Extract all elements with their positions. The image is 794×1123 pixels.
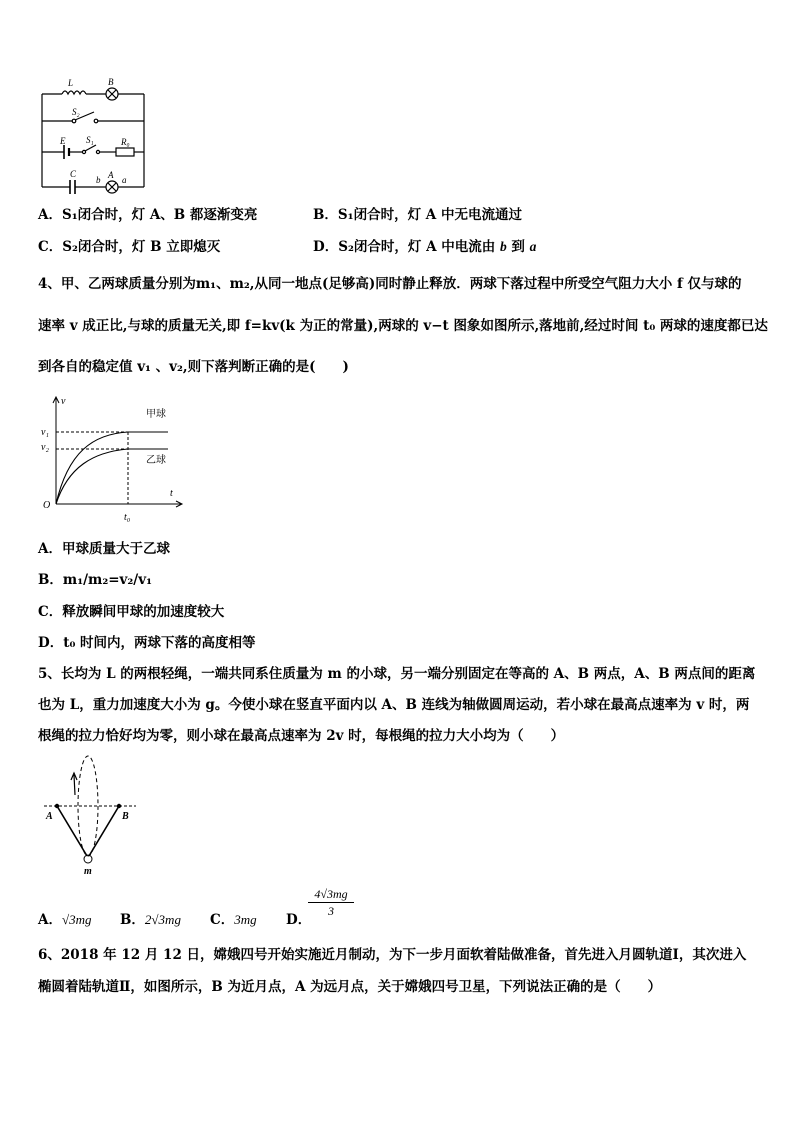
axis-t-label: t [170,488,173,499]
label-C: C [70,169,77,179]
label-E: E [60,136,66,146]
q5-option-b: B．2√3mg [120,912,181,928]
origin-label: O [43,500,51,511]
circuit-diagram [36,74,152,194]
q3-option-b: B．S₁闭合时，灯 A 中无电流通过 [313,207,522,223]
q3-option-d: D．S₂闭合时，灯 A 中电流由 b 到 a [313,239,537,255]
series-jia-label: 甲球 [146,409,166,420]
q4-stem-line1: 4、甲、乙两球质量分别为m₁、m₂,从同一地点(足够高)同时静止释放．两球下落过程中所受空气阻力大小 f 仅与球的 [38,276,742,292]
vt-graph [38,392,188,527]
label-a: a [122,175,127,185]
rope-ball-figure [40,755,140,875]
q5-option-d-label: D． [286,912,312,928]
q6-stem-line1: 6、2018 年 12 月 12 日，嫦娥四号开始实施近月制动，为下一步月面软着陆做准备，首先进入月圆轨道Ⅰ，其次进入 [38,947,747,963]
fraction-numerator: 4√3mg [308,886,354,903]
label-S1: S₁ [86,135,94,145]
point-a-label: A [46,811,53,822]
q4-stem-line2: 速率 v 成正比,与球的质量无关,即 f=kv(k 为正的常量),两球的 v−t 图象如图所示,落地前,经过时间 t₀ 两球的速度都已达 [38,318,768,334]
tick-v1: v₁ [41,427,49,438]
axis-v-label: v [61,396,66,407]
q4-option-b: B．m₁/m₂=v₂/v₁ [38,572,152,588]
point-b-label: B [122,811,129,822]
label-L: L [68,78,74,88]
q5-stem-line1: 5、长均为 L 的两根轻绳，一端共同系住质量为 m 的小球，另一端分别固定在等高的 A、B 两点，A、B 两点间的距离 [38,666,756,682]
q5-option-a: A．√3mg [38,912,92,928]
label-S2: S₂ [72,107,80,117]
label-A: A [108,170,114,180]
q4-stem-line3: 到各自的稳定值 v₁ 、v₂,则下落判断正确的是( ) [38,359,349,375]
q4-option-c: C．释放瞬间甲球的加速度较大 [38,604,225,620]
mass-label: m [84,866,92,875]
q4-option-d: D．t₀ 时间内，两球下落的高度相等 [38,635,256,651]
label-b: b [96,175,101,185]
q5-option-c: C．3mg [210,912,257,928]
q5-stem-line3: 根绳的拉力恰好均为零，则小球在最高点速率为 2v 时，每根绳的拉力大小均为（ ） [38,728,565,744]
tick-v2: v₂ [41,442,49,453]
q5-option-d-fraction [308,886,354,919]
tick-t0: t₀ [124,512,131,523]
label-R0: R₀ [121,137,130,147]
q5-stem-line2: 也为 L，重力加速度大小为 g。今使小球在竖直平面内以 A、B 连线为轴做圆周运动，若小球在最高点速率为 v 时，两 [38,697,750,713]
q3-option-a: A．S₁闭合时，灯 A、B 都逐渐变亮 [38,207,258,223]
label-B: B [108,77,114,87]
fraction-denominator: 3 [328,904,334,918]
q4-option-a: A．甲球质量大于乙球 [38,541,170,557]
q6-stem-line2: 椭圆着陆轨道Ⅱ，如图所示，B 为近月点，A 为远月点，关于嫦娥四号卫星，下列说法正确的是（ ） [38,979,662,995]
q3-option-c: C．S₂闭合时，灯 B 立即熄灭 [38,239,221,255]
series-yi-label: 乙球 [146,455,166,466]
